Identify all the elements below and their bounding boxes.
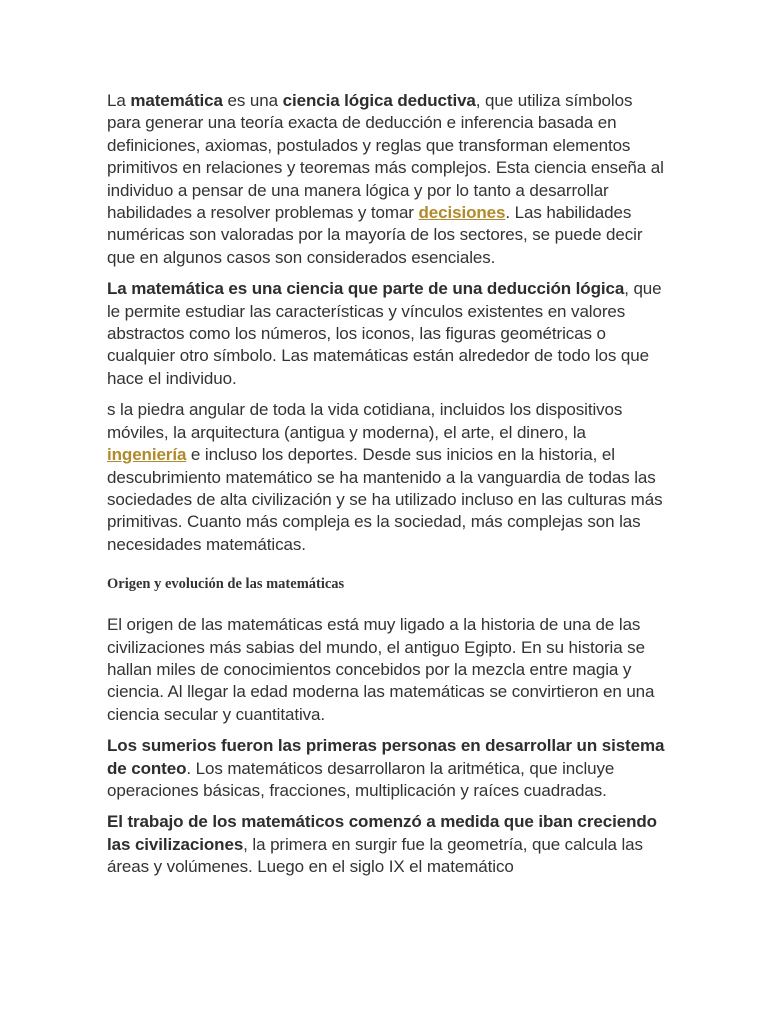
bold-statement: El trabajo de los matemáticos comenzó a medida que iban creciendo las civilizaciones [107,812,657,854]
paragraph-4 [107,614,667,726]
text-run: . Las habilidades numéricas son valoradas por la mayoría de los sectores, se puede decir que en algunos casos son considerados esenciales. [107,203,643,267]
link-decisiones[interactable]: decisiones [418,203,506,223]
bold-term-matematica: matemática [130,91,223,110]
text-run: , que le permite estudiar las características y vínculos existentes en valores abstractos como los números, los iconos, las figuras geométricas o cualquier otro símbolo. Las matemáticas están alrededor de todo los que hace el individuo. [107,279,662,388]
paragraph-2 [107,278,667,390]
text-run: e incluso los deportes. Desde sus inicios en la historia, el descubrimiento matemático se ha mantenido a la vanguardia de todas las sociedades de alta civilización y se ha utilizado incluso en las culturas más primitivas. Cuanto más compleja es la sociedad, más complejas son las necesidades matemáticas. [107,445,663,554]
paragraph-1 [107,90,667,269]
bold-term-ciencia-logica: ciencia lógica deductiva [282,91,476,110]
bold-statement: La matemática es una ciencia que parte de una deducción lógica [107,279,625,299]
text-run: El origen de las matemáticas está muy ligado a la historia de una de las civilizaciones más sabias del mundo, el antiguo Egipto. En su historia se hallan miles de conocimientos concebidos por la mezcla entre magia y ciencia. Al llegar la edad moderna las matemáticas se convirtieron en una ciencia secular y cuantitativa. [107,615,655,724]
paragraph-6 [107,811,667,878]
section-heading: Origen y evolución de las matemáticas [107,576,345,593]
link-ingenieria[interactable]: ingeniería [107,445,187,465]
text-run: s la piedra angular de toda la vida cotidiana, incluidos los dispositivos móviles, la arquitectura (antigua y moderna), el arte, el dinero, la [107,400,623,442]
text-run: . Los matemáticos desarrollaron la aritmética, que incluye operaciones básicas, fracciones, multiplicación y raíces cuadradas. [107,758,615,800]
paragraph-5 [107,735,667,802]
text-run: La [107,91,131,110]
text-run: , que utiliza símbolos para generar una teoría exacta de deducción e inferencia basada en definiciones, axiomas, postulados y reglas que transforman elementos primitivos en relaciones y teoremas más complejos. Esta ciencia enseña al individuo a pensar de una manera lógica y por lo tanto a desarrollar habilidades a resolver problemas y tomar [107,91,664,223]
text-run: , la primera en surgir fue la geometría, que calcula las áreas y volúmenes. Luego en el siglo IX el matemático [107,834,643,877]
paragraph-3 [107,399,667,556]
text-run: es una [222,91,283,110]
bold-statement: Los sumerios fueron las primeras personas en desarrollar un sistema de conteo [107,736,665,778]
document-page [107,90,667,888]
